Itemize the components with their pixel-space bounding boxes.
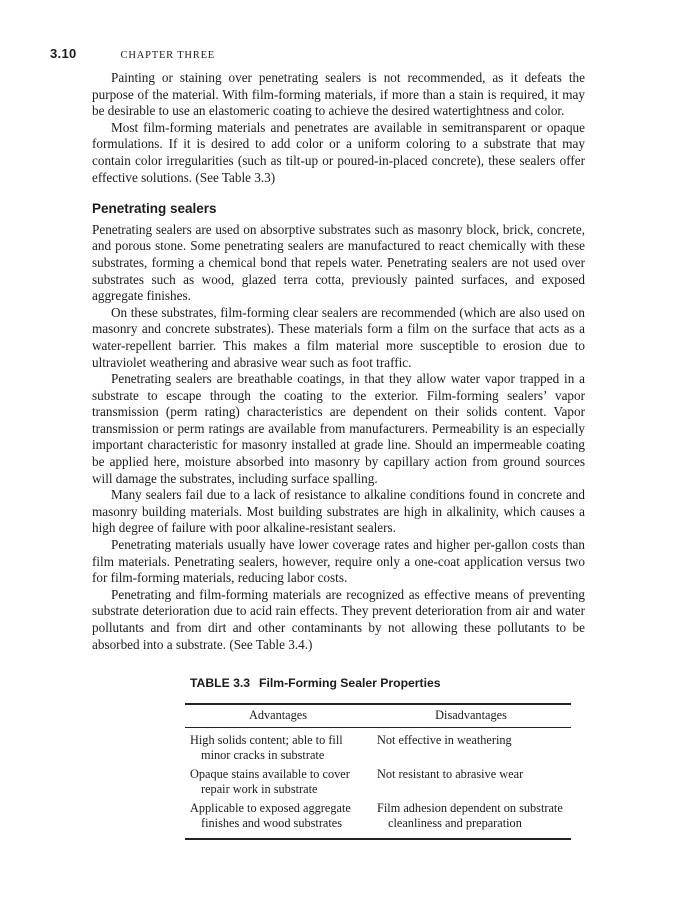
cell-disadvantage: Film adhesion dependent on substrate cleanliness and preparation — [377, 801, 563, 830]
cell-advantage: High solids content; able to fill minor cracks in substrate — [190, 733, 343, 762]
table-caption: Film-Forming Sealer Properties — [259, 676, 441, 690]
table-row — [185, 801, 571, 831]
body-text-column — [92, 70, 585, 653]
paragraph: On these substrates, film-forming clear sealers are recommended (which are also used on masonry and concrete substrates). These materials form a film on the surface that acts as a water-repellent barrier. This makes a film material more susceptible to erosion due to ultraviolet weathering and abrasive wear such as foot traffic. — [92, 304, 585, 370]
cell-disadvantage: Not effective in weathering — [377, 733, 512, 747]
paragraph: Penetrating sealers are breathable coatings, in that they allow water vapor trapped in a substrate to escape through the coating to the exterior. Film-forming sealers’ vapor transmission (perm rating) characteristics are dependent on their solids content. Vapor transmission or perm ratings are available from manufacturers. Permeability is an especially important characteristic for masonry installed at grade line. Should an impermeable coating be applied here, moisture absorbed into masonry by capillary action from ground sources will damage the substrates, including surface spalling. — [92, 371, 585, 486]
cell-disadvantage: Not resistant to abrasive wear — [377, 767, 524, 781]
column-header-disadvantages: Disadvantages — [435, 708, 507, 722]
chapter-title: CHAPTER THREE — [120, 50, 216, 61]
paragraph: Most film-forming materials and penetrates are available in semitransparent or opaque formulations. If it is desired to add color or a uniform coloring to a substrate that may contain color irregularities (such as tilt-up or poured-in-placed concrete), these sealers offer effective solutions. (See Table 3.3) — [92, 119, 585, 185]
table-bottom-rule — [185, 838, 571, 840]
paragraph: Painting or staining over penetrating sealers is not recommended, as it defeats the purpose of the material. With film-forming materials, if more than a stain is required, it may be desirable to use an elastomeric coating to achieve the desired watertightness and color. — [92, 70, 585, 119]
table-title — [190, 676, 571, 691]
table-body — [185, 728, 571, 838]
paragraph: Many sealers fail due to a lack of resistance to alkaline conditions found in concrete and masonry building materials. Most building substrates are high in alkalinity, which causes a high degree of failure with poor alkaline-resistant sealers. — [92, 487, 585, 536]
paragraph: Penetrating and film-forming materials are recognized as effective means of preventing substrate deterioration due to acid rain effects. They prevent deterioration from air and water pollutants and from dirt and other contaminants by not allowing these pollutants to be absorbed into a substrate. (See Table 3.4.) — [92, 586, 585, 652]
table-label: TABLE 3.3 — [190, 676, 251, 690]
paragraph: Penetrating sealers are used on absorptive substrates such as masonry block, brick, concrete, and porous stone. Some penetrating sealers are manufactured to react chemically with these substrates, forming a chemical bond that repels water. Penetrating sealers are not used over substrates such as wood, glazed terra cotta, previously painted surfaces, and exposed aggregate finishes. — [92, 221, 585, 304]
table-header-row — [185, 705, 571, 727]
table-row — [185, 733, 571, 763]
table-row — [185, 767, 571, 797]
column-header-advantages: Advantages — [248, 708, 308, 722]
section-heading: Penetrating sealers — [92, 201, 217, 217]
cell-advantage: Applicable to exposed aggregate finishes and wood substrates — [190, 801, 351, 830]
paragraph: Penetrating materials usually have lower coverage rates and higher per-gallon costs than film materials. Penetrating sealers, however, require only a one-coat application versus two for film-forming materials, reducing labor costs. — [92, 537, 585, 586]
table-3-3 — [185, 676, 571, 840]
running-head — [50, 46, 215, 61]
cell-advantage: Opaque stains available to cover repair work in substrate — [190, 767, 350, 796]
page-number: 3.10 — [50, 46, 77, 61]
